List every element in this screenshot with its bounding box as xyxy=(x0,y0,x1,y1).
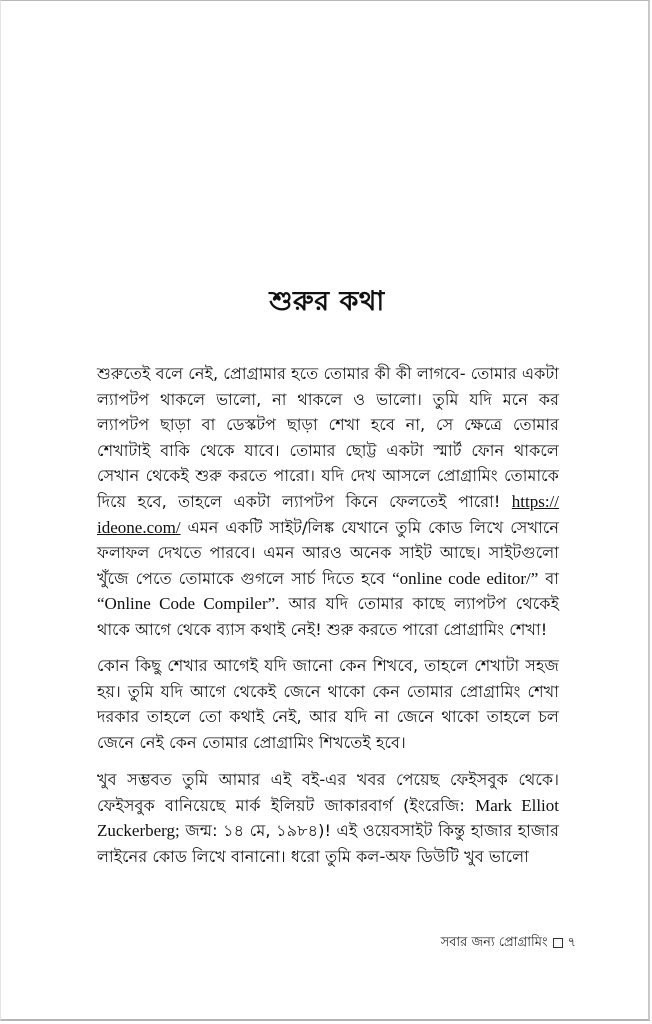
page-number: ৭ xyxy=(567,935,576,950)
paragraph-1 xyxy=(97,361,559,643)
square-icon xyxy=(553,938,563,948)
paragraph-1-text-a: শুরুতেই বলে নেই, প্রোগ্রামার হতে তোমার কী কী লাগবে- তোমার একটা ল্যাপটপ থাকলে ভালো, না থাকলে ও ভালো। তুমি যদি মনে কর ল্যাপটপ ছাড়া বা ডেস্কটপ ছাড়া শেখা হবে না, সে ক্ষেত্রে তোমার শেখাটাই বাকি থেকে যাবে। তোমার ছোট্ট একটা স্মার্ট ফোন থাকলে সেখান থেকেই শুরু করতে পারো। যদি দেখ আসলে প্রোগ্রামিং তোমাকে দিয়ে হবে, তাহলে একটা ল্যাপটপ কিনে ফেলতেই পারো! xyxy=(97,364,559,511)
paragraph-1-text-b: এমন একটি সাইট/লিঙ্ক যেখানে তুমি কোড লিখে সেখানে ফলাফল দেখতে পারবে। এমন আরও অনেক সাইট আছে। সাইটগুলো খুঁজে পেতে তোমাকে গুগলে সার্চ দিতে হবে xyxy=(97,517,559,588)
paragraph-2-text: কোন কিছু শেখার আগেই যদি জানো কেন শিখবে, তাহলে শেখাটা সহজ হয়। তুমি যদি আগে থেকেই জেনে থাকো কেন তোমার প্রোগ্রামিং শেখা দরকার তাহলে তো কথাই নেই, আর যদি না জেনে থাকো তাহলে চল জেনে নেই কেন তোমার প্রোগ্রামিং শিখতেই হবে। xyxy=(97,656,559,752)
chapter-title: শুরুর কথা xyxy=(269,286,385,317)
paragraph-1-text-c: বা xyxy=(538,568,559,588)
footer-book-title: সবার জন্য প্রোগ্রামিং xyxy=(440,935,548,950)
paragraph-3-text-b: জন্ম: ১৪ মে, ১৯৮৪)! এই ওয়েবসাইট কিন্তু হাজার হাজার লাইনের কোড লিখে বানানো। ধরো তুমি কল-অফ ডিউটি খুব ভালো xyxy=(97,821,559,866)
paragraph-1-text-d: আর যদি তোমার কাছে ল্যাপটপ থেকেই থাকে আগে থেকে ব্যাস কথাই নেই! শুরু করতে পারো প্রোগ্রামিং শেখা! xyxy=(97,594,559,639)
search-term-1: “online code editor/” xyxy=(392,568,539,588)
page-footer xyxy=(441,933,576,954)
ideone-link[interactable]: https:// ideone.com/ xyxy=(97,491,559,537)
paragraph-3 xyxy=(97,767,559,869)
paragraph-3-text-a: খুব সম্ভবত তুমি আমার এই বই-এর খবর পেয়েছ ফেইসবুক থেকে। ফেইসবুক বানিয়েছে মার্ক ইলিয়ট জাকারবার্গ (ইংরেজি: xyxy=(97,770,559,815)
search-term-2: “Online Code Compiler”. xyxy=(97,594,280,614)
paragraph-2 xyxy=(97,653,559,755)
zuckerberg-name: Mark Elliot Zuckerberg; xyxy=(97,795,559,841)
